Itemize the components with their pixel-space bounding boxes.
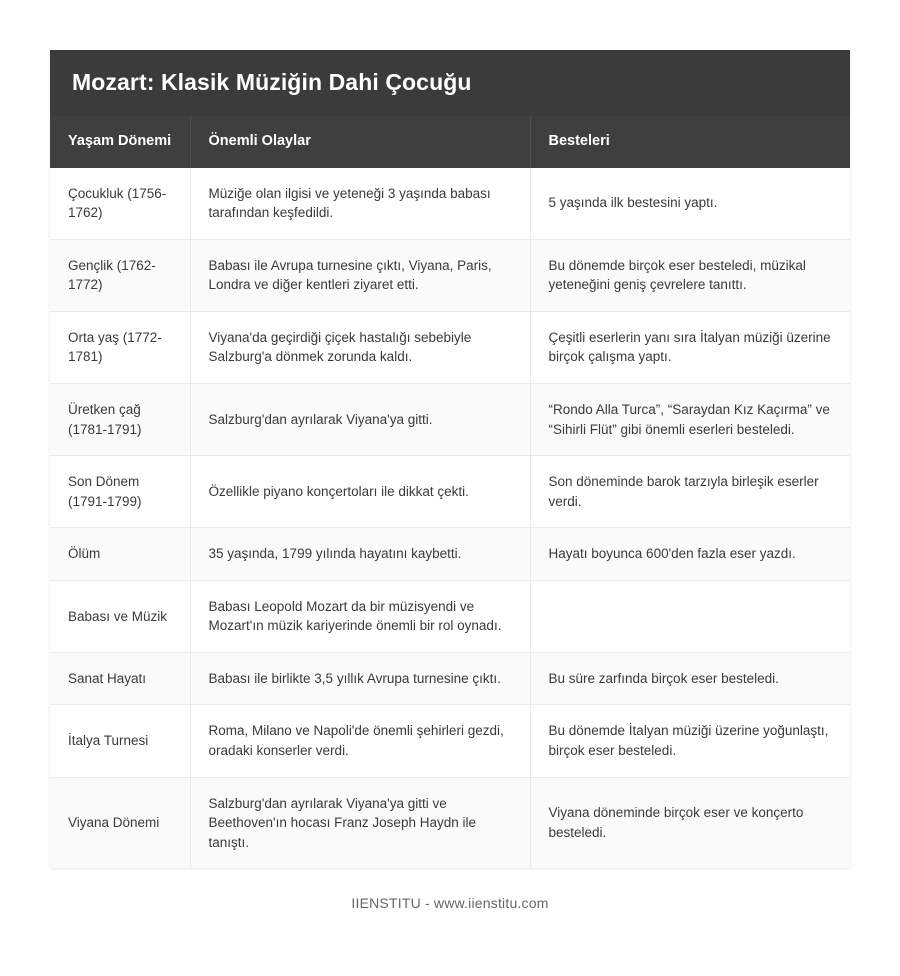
column-header-compositions: Besteleri [530,116,850,168]
column-header-period: Yaşam Dönemi [50,116,190,168]
table-row [50,456,850,528]
table-row [50,383,850,455]
table-row [50,168,850,240]
cell-events: Salzburg'dan ayrılarak Viyana'ya gitti ve Beethoven'ın hocası Franz Joseph Haydn ile tanıştı. [190,777,530,868]
cell-events: Babası Leopold Mozart da bir müzisyendi ve Mozart'ın müzik kariyerinde önemli bir rol oynadı. [190,580,530,652]
cell-period: Gençlik (1762-1772) [50,239,190,311]
cell-compositions [530,580,850,652]
cell-compositions: Bu dönemde İtalyan müziği üzerine yoğunlaştı, birçok eser besteledi. [530,705,850,777]
cell-period: Ölüm [50,528,190,581]
cell-period: Sanat Hayatı [50,652,190,705]
table-header [50,116,850,168]
cell-period: Son Dönem (1791-1799) [50,456,190,528]
table-row [50,652,850,705]
page-title: Mozart: Klasik Müziğin Dahi Çocuğu [50,50,850,116]
cell-period: Viyana Dönemi [50,777,190,868]
cell-period: Üretken çağ (1781-1791) [50,383,190,455]
cell-compositions: “Rondo Alla Turca”, “Saraydan Kız Kaçırma” ve “Sihirli Flüt” gibi önemli eserleri besteledi. [530,383,850,455]
table-row [50,528,850,581]
cell-events: Babası ile birlikte 3,5 yıllık Avrupa turnesine çıktı. [190,652,530,705]
cell-compositions: Bu süre zarfında birçok eser besteledi. [530,652,850,705]
cell-period: İtalya Turnesi [50,705,190,777]
table-header-row [50,116,850,168]
cell-compositions: Çeşitli eserlerin yanı sıra İtalyan müziği üzerine birçok çalışma yaptı. [530,311,850,383]
table-row [50,311,850,383]
table-row [50,239,850,311]
column-header-events: Önemli Olaylar [190,116,530,168]
cell-compositions: Hayatı boyunca 600'den fazla eser yazdı. [530,528,850,581]
table-row [50,777,850,868]
table-row [50,705,850,777]
cell-compositions: 5 yaşında ilk bestesini yaptı. [530,168,850,240]
cell-period: Orta yaş (1772-1781) [50,311,190,383]
cell-events: Salzburg'dan ayrılarak Viyana'ya gitti. [190,383,530,455]
table-body [50,168,850,869]
table-row [50,580,850,652]
info-table-container [50,50,850,868]
cell-compositions: Son döneminde barok tarzıyla birleşik eserler verdi. [530,456,850,528]
cell-period: Babası ve Müzik [50,580,190,652]
footer-attribution: IIENSTITU - www.iienstitu.com [351,895,549,912]
cell-events: Viyana'da geçirdiği çiçek hastalığı sebebiyle Salzburg'a dönmek zorunda kaldı. [190,311,530,383]
cell-compositions: Viyana döneminde birçok eser ve konçerto besteledi. [530,777,850,868]
cell-events: 35 yaşında, 1799 yılında hayatını kaybetti. [190,528,530,581]
cell-events: Özellikle piyano konçertoları ile dikkat çekti. [190,456,530,528]
cell-compositions: Bu dönemde birçok eser besteledi, müzikal yeteneğini geniş çevrelere tanıttı. [530,239,850,311]
cell-period: Çocukluk (1756-1762) [50,168,190,240]
cell-events: Babası ile Avrupa turnesine çıktı, Viyana, Paris, Londra ve diğer kentleri ziyaret etti. [190,239,530,311]
cell-events: Roma, Milano ve Napoli'de önemli şehirleri gezdi, oradaki konserler verdi. [190,705,530,777]
mozart-life-table [50,50,850,868]
cell-events: Müziğe olan ilgisi ve yeteneği 3 yaşında babası tarafından keşfedildi. [190,168,530,240]
